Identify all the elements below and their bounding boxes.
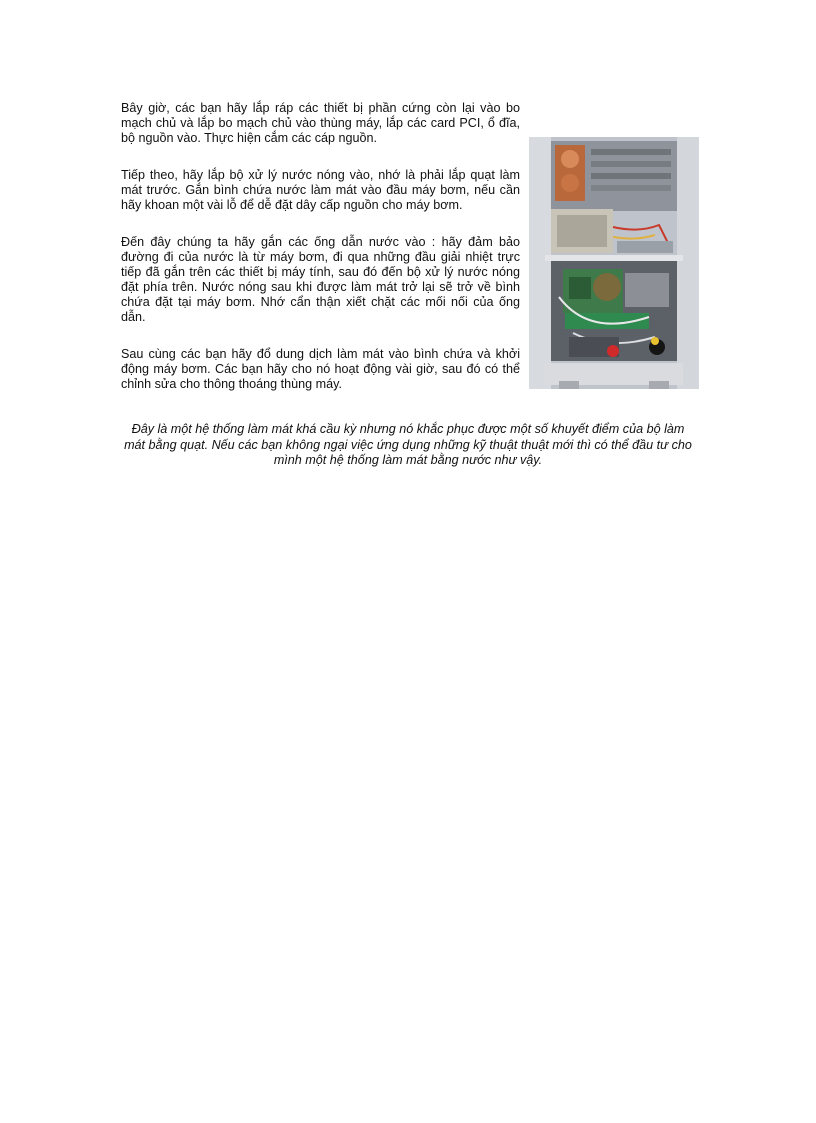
paragraph-2: Tiếp theo, hãy lắp bộ xử lý nước nóng vào, nhớ là phải lắp quạt làm mát trước. Gắn bình chứa nước làm mát vào đầu máy bơm, nếu cần hãy khoan một vài lỗ để dễ đặt dây cấp nguồn cho máy bơm.: [121, 168, 520, 212]
paragraph-4: Sau cùng các bạn hãy đổ dung dịch làm mát vào bình chứa và khởi động máy bơm. Các bạn hãy cho nó hoạt động vài giờ, sau đó có thể chỉnh sửa cho thông thoáng thùng máy.: [121, 347, 520, 391]
computer-case-photo: [529, 137, 699, 389]
figure-caption: Đây là một hệ thống làm mát khá cầu kỳ nhưng nó khắc phục được một số khuyết điểm của bộ làm mát bằng quạt. Nếu các bạn không ngại việc ứng dụng những kỹ thuật thuật mới thì có thể đầu tư cho mình một hệ thống làm mát bằng nước như vậy.: [124, 422, 692, 467]
body-text: [121, 101, 520, 392]
paragraph-1: Bây giờ, các bạn hãy lắp ráp các thiết bị phần cứng còn lại vào bo mạch chủ và lắp bo mạch chủ vào thùng máy, lắp các card PCI, ổ đĩa, bộ nguồn vào. Thực hiện cắm các cáp nguồn.: [121, 101, 520, 145]
paragraph-3: Đến đây chúng ta hãy gắn các ống dẫn nước vào : hãy đảm bảo đường đi của nước là từ máy bơm, đi qua những đầu giải nhiệt trực tiếp đã gắn trên các thiết bị máy tính, sau đó đến bộ xử lý nước nóng đặt phía trên. Nước nóng sau khi được làm mát trở lại sẽ trở về bình chứa đặt tại máy bơm. Nhớ cẩn thận xiết chặt các mối nối của ống dẫn.: [121, 235, 520, 324]
